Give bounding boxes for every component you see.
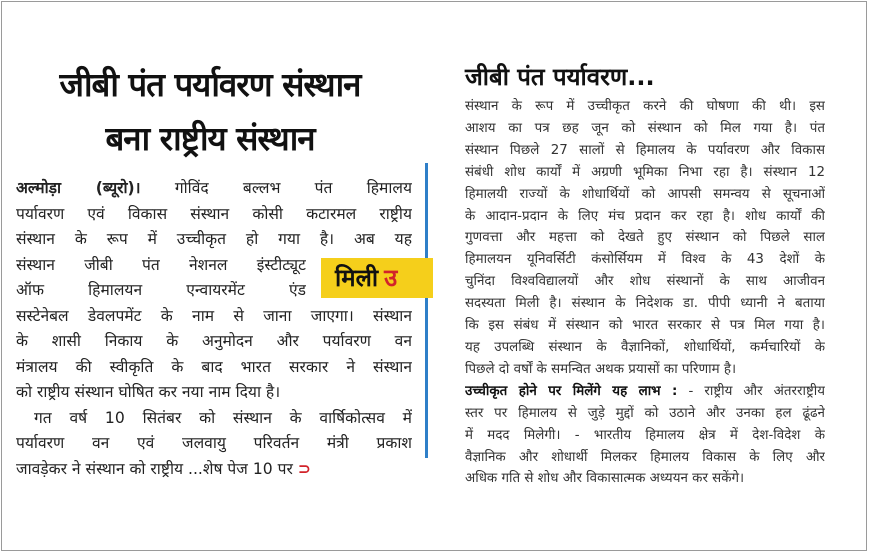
body-line: के शासी निकाय के अनुमोदन और पर्यावरण वन bbox=[16, 332, 412, 350]
teaser-word: मिली bbox=[335, 264, 379, 292]
column-divider bbox=[425, 163, 428, 458]
body-line: मंत्रालय की स्वीकृति के बाद भारत सरकार ने संस्थान bbox=[16, 357, 412, 376]
body-line: को राष्ट्रीय संस्थान घोषित कर नया नाम दिया है। bbox=[16, 383, 281, 401]
body-line: सस्टेनेबल डेवलपमेंट के नाम से जाना जाएगा। संस्थान bbox=[16, 306, 412, 325]
body-line: गुणवत्ता और महत्ता को देखते हुए संस्थान को पिछले साल bbox=[465, 230, 825, 246]
body-line: सदस्यता मिली है। संस्थान के निदेशक डा. पीपी ध्यानी ने बताया bbox=[465, 296, 825, 312]
body-line: संस्थान के रूप में उच्चीकृत करने की घोषणा की थी। इस bbox=[465, 99, 825, 114]
body-line: पर्यावरण वन एवं जलवायु परिवर्तन मंत्री प्रकाश bbox=[16, 434, 412, 452]
dateline: अल्मोड़ा (ब्यूरो)। bbox=[16, 179, 141, 197]
body-line: संस्थान पिछले 27 सालों से हिमालय के पर्यावरण और विकास bbox=[465, 142, 825, 158]
body-line: स्तर पर हिमालय से जुड़े मुद्दों को उठाने और उनका हल ढूंढने bbox=[465, 405, 825, 421]
body-line: गत वर्ष 10 सितंबर को संस्थान के वार्षिकोत्सव में bbox=[34, 408, 412, 427]
teaser-cut-text: उ bbox=[384, 264, 398, 292]
body-line: - राष्ट्रीय और अंतरराष्ट्रीय bbox=[688, 383, 825, 399]
headline-line-2: बना राष्ट्रीय संस्थान bbox=[105, 119, 315, 158]
body-line: कि इस संबंध में संस्थान को भारत सरकार से पत्र मिल गया है। bbox=[465, 318, 825, 334]
body-line: संबंधी शोध कार्यों में अग्रणी भूमिका निभा रहा है। संस्थान 12 bbox=[465, 164, 825, 180]
right-body bbox=[465, 96, 825, 490]
body-line: हिमालयन यूनिवर्सिटी कंसोर्सियम में विश्व के 43 देशों के bbox=[465, 252, 825, 268]
left-body bbox=[16, 176, 412, 482]
body-line: संस्थान जीबी पंत नेशनल इंस्टीट्यूट bbox=[16, 255, 306, 274]
body-line: ऑफ हिमालयन एन्वायरमेंट एंड bbox=[16, 281, 306, 299]
right-article bbox=[465, 60, 825, 490]
body-line: के आदान-प्रदान के लिए मंच प्रदान कर रहा है। शोध कार्यों की bbox=[465, 208, 825, 224]
subheading: उच्चीकृत होने पर मिलेंगे यह लाभ : bbox=[465, 383, 678, 399]
related-teaser-box bbox=[321, 258, 433, 298]
continuation-title: जीबी पंत पर्यावरण... bbox=[465, 63, 655, 91]
body-line: वैज्ञानिक और शोधार्थी मिलकर हिमालय विकास के लिए और bbox=[465, 449, 825, 465]
body-line: पिछले दो वर्षों के समन्वित अथक प्रयासों का परिणाम है। bbox=[465, 361, 737, 377]
body-line: में मदद मिलेगी। - भारतीय हिमालय क्षेत्र में देश-विदेश के bbox=[465, 427, 825, 443]
body-line: आशय का पत्र छह जून को संस्थान को मिल गया है। पंत bbox=[465, 120, 825, 136]
body-line: यह उपलब्धि संस्थान के वैज्ञानिकों, शोधार्थियों, कर्मचारियों के bbox=[465, 339, 825, 355]
body-line: जावड़ेकर ने संस्थान को राष्ट्रीय ...शेष पेज 10 पर bbox=[16, 459, 293, 478]
body-line: पर्यावरण एवं विकास संस्थान कोसी कटारमल राष्ट्रीय bbox=[16, 204, 412, 223]
body-line: अधिक गति से शोध और विकासात्मक अध्ययन कर सकेंगे। bbox=[465, 471, 745, 487]
headline bbox=[10, 58, 410, 166]
body-line: संस्थान के रूप में उच्चीकृत हो गया है। अब यह bbox=[16, 230, 412, 248]
continue-arrow-icon: ⊃ bbox=[297, 459, 311, 478]
body-line: हिमालयी राज्यों के शोधार्थियों को आपसी समन्वय से सूचनाओं bbox=[465, 186, 825, 202]
headline-line-1: जीबी पंत पर्यावरण संस्थान bbox=[59, 65, 361, 104]
body-line: गोविंद बल्लभ पंत हिमालय bbox=[174, 179, 412, 197]
body-line: चुनिंदा विश्वविद्यालयों और शोध संस्थानों के साथ आजीवन bbox=[465, 274, 825, 290]
left-article bbox=[10, 58, 420, 498]
